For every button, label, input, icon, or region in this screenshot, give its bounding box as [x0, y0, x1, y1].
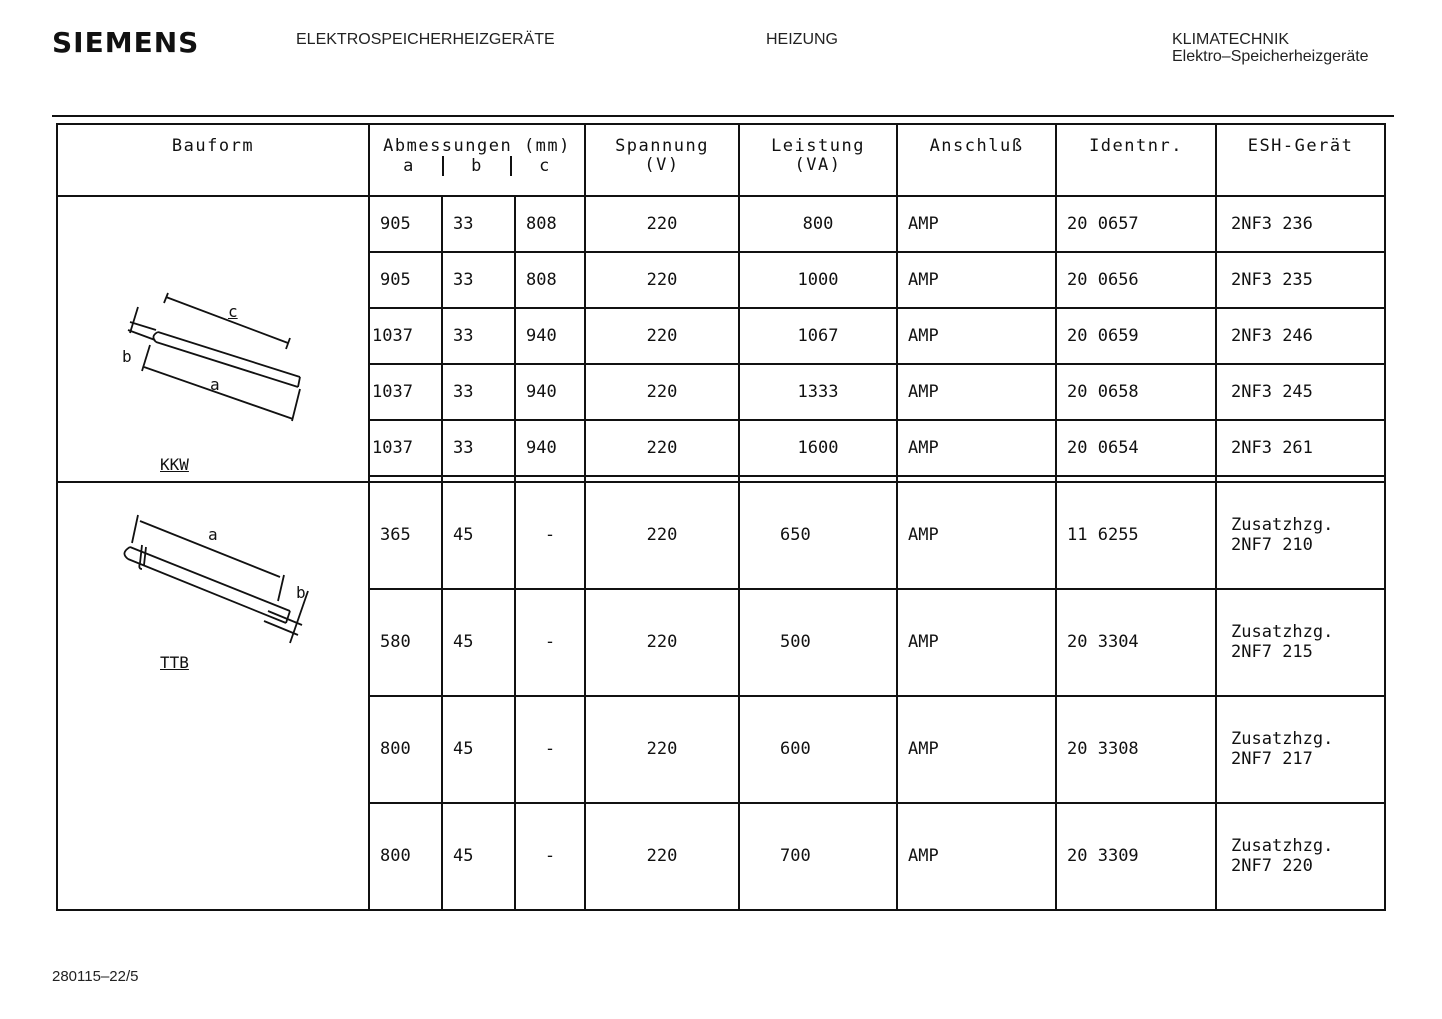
- cell-spannung: 220: [585, 482, 739, 589]
- subheader-a: a: [403, 156, 415, 176]
- cell-identnr: 11 6255: [1056, 482, 1216, 589]
- cell-esh: Zusatzhzg. 2NF7 220: [1216, 803, 1385, 910]
- cell-esh: 2NF3 245: [1216, 364, 1385, 420]
- cell-b: 33: [442, 364, 515, 420]
- cell-a: 800: [369, 803, 442, 910]
- cell-spannung: 220: [585, 196, 739, 252]
- cell-identnr: 20 3309: [1056, 803, 1216, 910]
- cell-c: -: [515, 482, 585, 589]
- header-leistung: Leistung (VA): [739, 124, 897, 196]
- cell-anschluss: AMP: [897, 696, 1056, 803]
- dimension-subheaders: [370, 156, 584, 176]
- cell-c: 940: [515, 364, 585, 420]
- diagram-label-a: a: [210, 375, 220, 394]
- header-esh: ESH-Gerät: [1216, 124, 1385, 196]
- subheader-c: c: [510, 156, 578, 176]
- cell-anschluss: AMP: [897, 803, 1056, 910]
- cell-identnr: 20 0654: [1056, 420, 1216, 476]
- table-row: [57, 482, 1385, 589]
- cell-c: 940: [515, 420, 585, 476]
- cell-b: 45: [442, 803, 515, 910]
- cell-leistung: 650: [739, 482, 897, 589]
- cell-leistung: 1600: [739, 420, 897, 476]
- cell-leistung: 1000: [739, 252, 897, 308]
- diagram-label-a: a: [208, 524, 218, 544]
- cell-b: 33: [442, 252, 515, 308]
- cell-b: 33: [442, 308, 515, 364]
- cell-anschluss: AMP: [897, 252, 1056, 308]
- cell-identnr: 20 3304: [1056, 589, 1216, 696]
- subheader-b: b: [442, 156, 510, 176]
- table-row: [57, 196, 1385, 252]
- bauform-kkw-cell: [57, 196, 369, 482]
- cell-a: 1037: [369, 364, 442, 420]
- cell-esh: 2NF3 236: [1216, 196, 1385, 252]
- cell-c: -: [515, 696, 585, 803]
- cell-b: 33: [442, 196, 515, 252]
- cell-identnr: 20 0658: [1056, 364, 1216, 420]
- cell-anschluss: AMP: [897, 589, 1056, 696]
- diagram-label-c: c: [228, 302, 238, 321]
- cell-spannung: 220: [585, 364, 739, 420]
- cell-anschluss: AMP: [897, 482, 1056, 589]
- cell-spannung: 220: [585, 420, 739, 476]
- cell-leistung: 700: [739, 803, 897, 910]
- header-anschluss: Anschluß: [897, 124, 1056, 196]
- cell-a: 905: [369, 196, 442, 252]
- header-spannung: Spannung (V): [585, 124, 739, 196]
- header-right-line2: Elektro–Speicherheizgeräte: [1172, 48, 1369, 65]
- diagram-label-b: b: [122, 347, 132, 366]
- diagram-label-b: b: [296, 582, 306, 602]
- cell-spannung: 220: [585, 252, 739, 308]
- siemens-logo: SIEMENS: [52, 26, 200, 59]
- header-right-line1: KLIMATECHNIK: [1172, 31, 1290, 48]
- cell-a: 365: [369, 482, 442, 589]
- bauform-label-ttb: TTB: [160, 652, 189, 672]
- cell-c: 808: [515, 252, 585, 308]
- cell-b: 45: [442, 589, 515, 696]
- cell-b: 33: [442, 420, 515, 476]
- cell-c: -: [515, 803, 585, 910]
- cell-leistung: 1333: [739, 364, 897, 420]
- cell-c: -: [515, 589, 585, 696]
- header-rule: [52, 115, 1394, 117]
- cell-a: 1037: [369, 420, 442, 476]
- cell-anschluss: AMP: [897, 196, 1056, 252]
- product-table-wrap: [56, 123, 1384, 911]
- category-title: ELEKTROSPEICHERHEIZGERÄTE: [296, 31, 555, 48]
- bauform-ttb-cell: [57, 482, 369, 910]
- cell-leistung: 800: [739, 196, 897, 252]
- cell-spannung: 220: [585, 803, 739, 910]
- cell-c: 808: [515, 196, 585, 252]
- cell-a: 580: [369, 589, 442, 696]
- header-bauform: Bauform: [57, 124, 369, 196]
- cell-spannung: 220: [585, 696, 739, 803]
- cell-anschluss: AMP: [897, 364, 1056, 420]
- cell-b: 45: [442, 482, 515, 589]
- cell-identnr: 20 0659: [1056, 308, 1216, 364]
- cell-esh: 2NF3 235: [1216, 252, 1385, 308]
- cell-esh: Zusatzhzg. 2NF7 215: [1216, 589, 1385, 696]
- document-number: 280115–22/5: [52, 968, 139, 985]
- header-right: [1172, 31, 1369, 65]
- header-identnr: Identnr.: [1056, 124, 1216, 196]
- header-abmessungen: Abmessungen (mm) a b c: [369, 124, 585, 196]
- bauform-label-kkw: KKW: [160, 455, 189, 474]
- cell-a: 1037: [369, 308, 442, 364]
- cell-identnr: 20 0656: [1056, 252, 1216, 308]
- cell-c: 940: [515, 308, 585, 364]
- cell-a: 800: [369, 696, 442, 803]
- cell-leistung: 500: [739, 589, 897, 696]
- cell-identnr: 20 0657: [1056, 196, 1216, 252]
- cell-leistung: 600: [739, 696, 897, 803]
- cell-esh: Zusatzhzg. 2NF7 217: [1216, 696, 1385, 803]
- cell-esh: Zusatzhzg. 2NF7 210: [1216, 482, 1385, 589]
- cell-anschluss: AMP: [897, 308, 1056, 364]
- cell-esh: 2NF3 246: [1216, 308, 1385, 364]
- cell-a: 905: [369, 252, 442, 308]
- section-title: HEIZUNG: [766, 31, 838, 48]
- cell-identnr: 20 3308: [1056, 696, 1216, 803]
- cell-b: 45: [442, 696, 515, 803]
- cell-spannung: 220: [585, 308, 739, 364]
- cell-spannung: 220: [585, 589, 739, 696]
- table-header-row: [57, 124, 1385, 196]
- product-table: [56, 123, 1386, 911]
- cell-esh: 2NF3 261: [1216, 420, 1385, 476]
- cell-leistung: 1067: [739, 308, 897, 364]
- cell-anschluss: AMP: [897, 420, 1056, 476]
